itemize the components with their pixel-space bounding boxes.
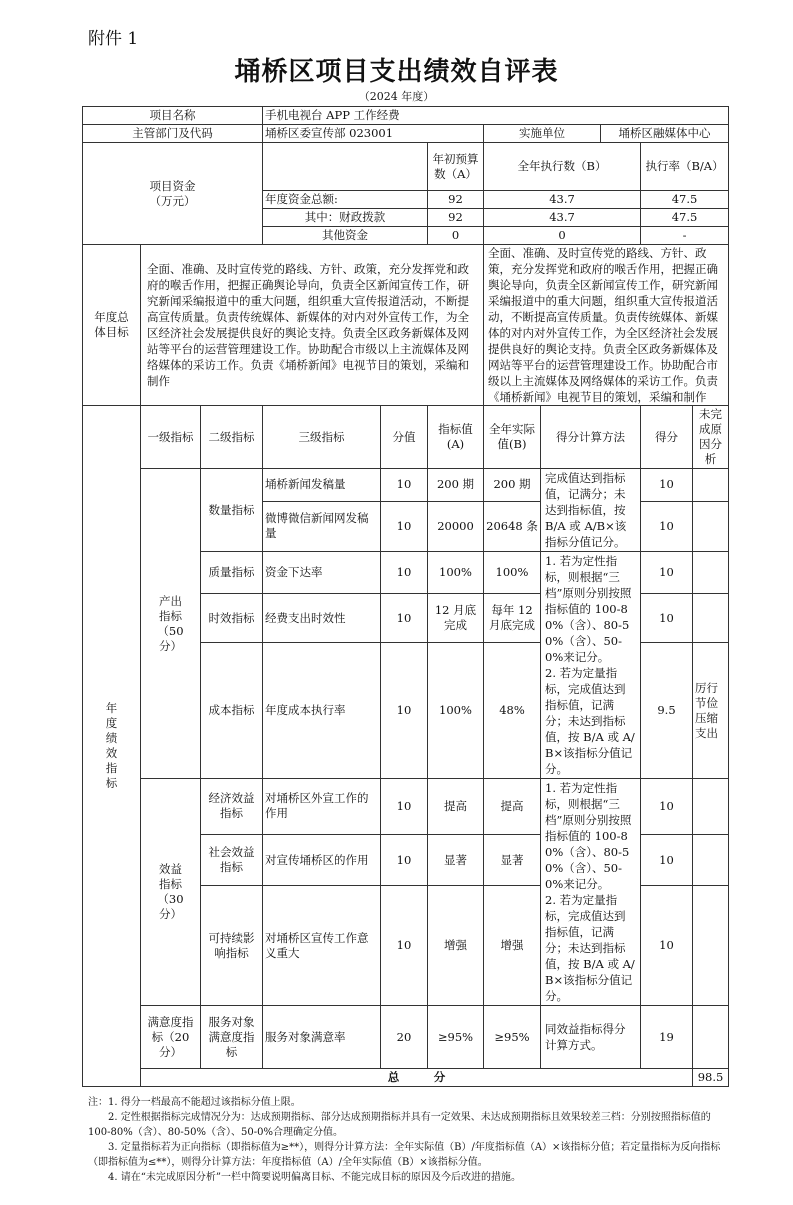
indicator-weight: 10 xyxy=(381,643,428,779)
evaluation-table xyxy=(82,106,729,1087)
indicator-name: 微博微信新闻网发稿量 xyxy=(263,501,381,551)
impl-value: 埇桥区融媒体中心 xyxy=(601,125,729,143)
indicator-name: 对埇桥区宣传工作意义重大 xyxy=(263,886,381,1006)
project-name-label: 项目名称 xyxy=(83,107,263,125)
group-output: 产出指标（50 分） xyxy=(141,469,201,779)
indicator-target: 增强 xyxy=(428,886,484,1006)
goals-row xyxy=(83,245,729,406)
funds-row-a: 92 xyxy=(428,191,484,209)
group-economic: 经济效益指标 xyxy=(201,779,263,835)
indicator-weight: 20 xyxy=(381,1006,428,1069)
indicator-name: 对埇桥区外宣工作的作用 xyxy=(263,779,381,835)
header-method: 得分计算方法 xyxy=(541,406,641,469)
indicator-header-row xyxy=(83,406,729,469)
indicator-row xyxy=(83,779,729,835)
funds-row-b: 0 xyxy=(484,227,641,245)
method-quantity: 完成值达到指标值，记满分；未达到指标值，按 B/A 或 A/B×该指标分值记分。 xyxy=(541,469,641,552)
indicator-score: 19 xyxy=(641,1006,693,1069)
indicator-reason xyxy=(693,552,729,594)
indicator-weight: 10 xyxy=(381,779,428,835)
funds-col-b: 全年执行数（B） xyxy=(484,143,641,191)
indicator-weight: 10 xyxy=(381,834,428,885)
dept-row xyxy=(83,125,729,143)
notes xyxy=(88,1095,738,1185)
indicator-target: 12 月底完成 xyxy=(428,594,484,643)
funds-row-name: 其他资金 xyxy=(263,227,428,245)
indicator-reason xyxy=(693,779,729,835)
indicator-weight: 10 xyxy=(381,501,428,551)
indicator-target: 显著 xyxy=(428,834,484,885)
indicator-name: 对宣传埇桥区的作用 xyxy=(263,834,381,885)
header-reason: 未完成原因分析 xyxy=(693,406,729,469)
indicator-score: 10 xyxy=(641,779,693,835)
project-name-row xyxy=(83,107,729,125)
group-social: 社会效益指标 xyxy=(201,834,263,885)
funds-row-name: 年度资金总额: xyxy=(263,191,428,209)
funds-row-b: 43.7 xyxy=(484,191,641,209)
funds-row-b: 43.7 xyxy=(484,209,641,227)
header-l3: 三级指标 xyxy=(263,406,381,469)
indicator-weight: 10 xyxy=(381,469,428,502)
attachment-label: 附件 1 xyxy=(88,29,139,49)
indicator-reason: 厉行节俭压缩支出 xyxy=(693,643,729,779)
indicator-score: 10 xyxy=(641,552,693,594)
indicator-actual: 增强 xyxy=(484,886,541,1006)
indicator-actual: 提高 xyxy=(484,779,541,835)
indicator-reason xyxy=(693,469,729,502)
group-benefit: 效益指标（30 分） xyxy=(141,779,201,1006)
method-satisfaction: 同效益指标得分计算方式。 xyxy=(541,1006,641,1069)
year-label: （2024 年度） xyxy=(358,90,435,103)
total-row xyxy=(83,1069,729,1087)
funds-label: 项目资金 （万元） xyxy=(83,143,263,245)
indicator-name: 年度成本执行率 xyxy=(263,643,381,779)
indicator-weight: 10 xyxy=(381,552,428,594)
method-benefit: 1. 若为定性指标，则根据“三档”原则分别按照指标值的 100-80%（含）、80-50%（含）、50-0%来记分。 2. 若为定量指标，完成值达到指标值，记满分；未达到指标值，按 B/A 或 A/B×该指标分值记分。 xyxy=(541,779,641,1006)
group-service: 服务对象满意度指标 xyxy=(201,1006,263,1069)
indicator-row xyxy=(83,1006,729,1069)
goals-planned: 全面、准确、及时宣传党的路线、方针、政策，充分发挥党和政府的喉舌作用，把握正确舆论导向，负责全区新闻宣传工作，研究新闻采编报道中的重大问题，组织重大宣传报道活动，不断提高宣传质量。负责传统媒体、新媒体的对内对外宣传工作，为全区经济社会发展提供良好的舆论支持。负责全区政务新媒体及网站等平台的运营管理建设工作。协助配合市级以上主流媒体及网络媒体的采访工作。负责《埇桥新闻》电视节目的策划，采编和制作 xyxy=(141,245,484,406)
indicator-name: 服务对象满意率 xyxy=(263,1006,381,1069)
indicator-score: 10 xyxy=(641,886,693,1006)
header-actual: 全年实际值(B) xyxy=(484,406,541,469)
dept-value: 埇桥区委宣传部 023001 xyxy=(263,125,484,143)
indicator-row xyxy=(83,469,729,502)
indicator-actual: 每年 12 月底完成 xyxy=(484,594,541,643)
funds-row-a: 0 xyxy=(428,227,484,245)
indicator-actual: 20648 条 xyxy=(484,501,541,551)
indicator-reason xyxy=(693,594,729,643)
indicator-target: 100% xyxy=(428,552,484,594)
dept-label: 主管部门及代码 xyxy=(83,125,263,143)
note-1: 注：1. 得分一档最高不能超过该指标分值上限。 xyxy=(88,1097,301,1108)
group-satisfaction: 满意度指标（20 分） xyxy=(141,1006,201,1069)
indicator-name: 埇桥新闻发稿量 xyxy=(263,469,381,502)
indicator-reason xyxy=(693,1006,729,1069)
indicator-weight: 10 xyxy=(381,886,428,1006)
goals-actual: 全面、准确、及时宣传党的路线、方针、政策，充分发挥党和政府的喉舌作用，把握正确舆论导向，负责全区新闻宣传工作，研究新闻采编报道中的重大问题，组织重大宣传报道活动，不断提高宣传质量。负责传统媒体、新媒体的对内对外宣传工作，为全区经济社会发展提供良好的舆论支持。负责全区政务新媒体及网站等平台的运营管理建设工作。协助配合市级以上主流媒体及网络媒体的采访工作。负责《埇桥新闻》电视节目的策划，采编和制作 xyxy=(484,245,729,406)
indicator-score: 10 xyxy=(641,594,693,643)
funds-row-rate: 47.5 xyxy=(641,209,729,227)
indicator-name: 资金下达率 xyxy=(263,552,381,594)
group-timeliness: 时效指标 xyxy=(201,594,263,643)
project-name-value: 手机电视台 APP 工作经费 xyxy=(263,107,729,125)
indicator-actual: 100% xyxy=(484,552,541,594)
funds-row-a: 92 xyxy=(428,209,484,227)
group-sustainable: 可持续影响指标 xyxy=(201,886,263,1006)
header-l1: 一级指标 xyxy=(141,406,201,469)
impl-label: 实施单位 xyxy=(484,125,601,143)
method-output: 1. 若为定性指标，则根据“三档”原则分别按照指标值的 100-80%（含）、80-50%（含）、50-0%来记分。 2. 若为定量指标，完成值达到指标值，记满分；未达到指标值，按 B/A 或 A/B×该指标分值记分。 xyxy=(541,552,641,779)
funds-header-row xyxy=(83,143,729,191)
total-label: 总 分 xyxy=(141,1069,693,1087)
funds-col-rate: 执行率（B/A） xyxy=(641,143,729,191)
indicator-actual: ≥95% xyxy=(484,1006,541,1069)
note-3-cont: （即指标值为≤**），则得分计算方法：年度指标值（A）/全年实际值（B）×该指标分值。 xyxy=(88,1157,488,1168)
group-cost: 成本指标 xyxy=(201,643,263,779)
group-quality: 质量指标 xyxy=(201,552,263,594)
page-title: 埇桥区项目支出绩效自评表 xyxy=(234,57,559,87)
indicator-name: 经费支出时效性 xyxy=(263,594,381,643)
funds-row-rate: 47.5 xyxy=(641,191,729,209)
indicator-target: 20000 xyxy=(428,501,484,551)
funds-blank xyxy=(263,143,428,191)
header-l2: 二级指标 xyxy=(201,406,263,469)
indicator-reason xyxy=(693,501,729,551)
indicator-score: 10 xyxy=(641,834,693,885)
indicator-actual: 48% xyxy=(484,643,541,779)
note-2-cont: 100-80%（含）、80-50%（含）、50-0%合理确定分值。 xyxy=(88,1127,343,1138)
total-score: 98.5 xyxy=(693,1069,729,1087)
indicator-score: 9.5 xyxy=(641,643,693,779)
funds-row-name: 其中：财政拨款 xyxy=(263,209,428,227)
indicator-score: 10 xyxy=(641,501,693,551)
note-2: 2. 定性根据指标完成情况分为：达成预期指标、部分达成预期指标并具有一定效果、未达成预期指标且效果较差三档：分别按照指标值的 xyxy=(108,1112,711,1123)
funds-row-rate: - xyxy=(641,227,729,245)
indicator-target: ≥95% xyxy=(428,1006,484,1069)
indicator-reason xyxy=(693,886,729,1006)
funds-col-a: 年初预算数（A） xyxy=(428,143,484,191)
indicator-reason xyxy=(693,834,729,885)
indicator-score: 10 xyxy=(641,469,693,502)
indicator-target: 100% xyxy=(428,643,484,779)
indicator-target: 提高 xyxy=(428,779,484,835)
indicator-target: 200 期 xyxy=(428,469,484,502)
group-quantity: 数量指标 xyxy=(201,469,263,552)
indicators-section-label: 年度绩效指标 xyxy=(83,406,141,1087)
header-weight: 分值 xyxy=(381,406,428,469)
header-target: 指标值(A) xyxy=(428,406,484,469)
indicator-actual: 显著 xyxy=(484,834,541,885)
indicator-weight: 10 xyxy=(381,594,428,643)
header-score: 得分 xyxy=(641,406,693,469)
note-4: 4. 请在“未完成原因分析”一栏中简要说明偏离目标、不能完成目标的原因及今后改进的措施。 xyxy=(108,1172,521,1183)
goals-label: 年度总体目标 xyxy=(83,245,141,406)
indicator-actual: 200 期 xyxy=(484,469,541,502)
note-3: 3. 定量指标若为正向指标（即指标值为≥**），则得分计算方法：全年实际值（B）/年度指标值（A）×该指标分值；若定量指标为反向指标 xyxy=(108,1142,721,1153)
